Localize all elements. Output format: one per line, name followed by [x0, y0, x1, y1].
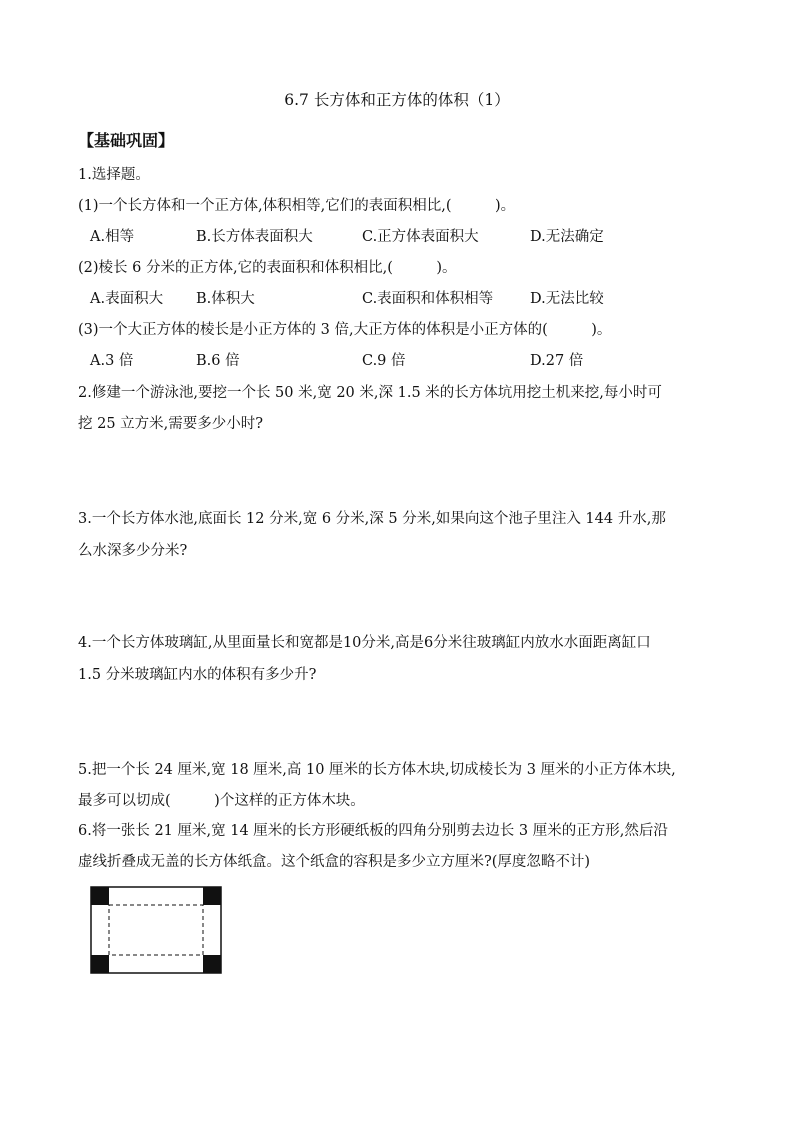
q5-line-2: 最多可以切成( )个这样的正方体木块。 [78, 793, 365, 809]
q1-sub3-option-a: A.3 倍 [90, 353, 134, 369]
cardboard-outline [91, 887, 221, 973]
q1-sub3-text: (3)一个大正方体的棱长是小正方体的 3 倍,大正方体的体积是小正方体的( )。 [78, 322, 612, 338]
corner-square-bottom-left [91, 955, 109, 973]
q1-sub2-option-a: A.表面积大 [90, 291, 164, 307]
page-title: 6.7 长方体和正方体的体积（1） [284, 91, 510, 109]
q1-sub3-option-d: D.27 倍 [530, 353, 584, 369]
q1-sub1-text: (1)一个长方体和一个正方体,体积相等,它们的表面积相比,( )。 [78, 198, 516, 214]
q1-heading: 1.选择题。 [78, 167, 150, 183]
q6-line-1: 6.将一张长 21 厘米,宽 14 厘米的长方形硬纸板的四角分别剪去边长 3 厘米的正方形,然后沿 [78, 823, 668, 839]
corner-square-top-right [203, 887, 221, 905]
q3-line-2: 么水深多少分米? [78, 543, 188, 559]
q4-line-2: 1.5 分米玻璃缸内水的体积有多少升? [78, 667, 317, 683]
corner-square-bottom-right [203, 955, 221, 973]
q5-line-1: 5.把一个长 24 厘米,宽 18 厘米,高 10 厘米的长方体木块,切成棱长为 3 厘米的小正方体木块, [78, 762, 676, 778]
q1-sub2-option-d: D.无法比较 [530, 291, 604, 307]
q6-line-2: 虚线折叠成无盖的长方体纸盒。这个纸盒的容积是多少立方厘米?(厚度忽略不计) [78, 854, 591, 870]
q1-sub1-option-d: D.无法确定 [530, 229, 604, 245]
q1-sub2-text: (2)棱长 6 分米的正方体,它的表面积和体积相比,( )。 [78, 260, 457, 276]
q1-sub1-option-a: A.相等 [90, 229, 135, 245]
q1-sub2-option-c: C.表面积和体积相等 [362, 291, 494, 307]
cardboard-diagram [90, 886, 222, 974]
q2-line-2: 挖 25 立方米,需要多少小时? [78, 416, 264, 432]
q1-sub1-option-b: B.长方体表面积大 [196, 229, 313, 245]
section-heading: 【基础巩固】 [78, 131, 175, 150]
q4-line-1: 4.一个长方体玻璃缸,从里面量长和宽都是10分米,高是6分米往玻璃缸内放水水面距离缸口 [78, 635, 651, 651]
q2-line-1: 2.修建一个游泳池,要挖一个长 50 米,宽 20 米,深 1.5 米的长方体坑用挖土机来挖,每小时可 [78, 385, 662, 401]
q1-sub3-option-c: C.9 倍 [362, 353, 406, 369]
q1-sub1-option-c: C.正方体表面积大 [362, 229, 479, 245]
corner-square-top-left [91, 887, 109, 905]
q1-sub2-option-b: B.体积大 [196, 291, 255, 307]
q3-line-1: 3.一个长方体水池,底面长 12 分米,宽 6 分米,深 5 分米,如果向这个池子里注入 144 升水,那 [78, 511, 666, 527]
q1-sub3-option-b: B.6 倍 [196, 353, 240, 369]
